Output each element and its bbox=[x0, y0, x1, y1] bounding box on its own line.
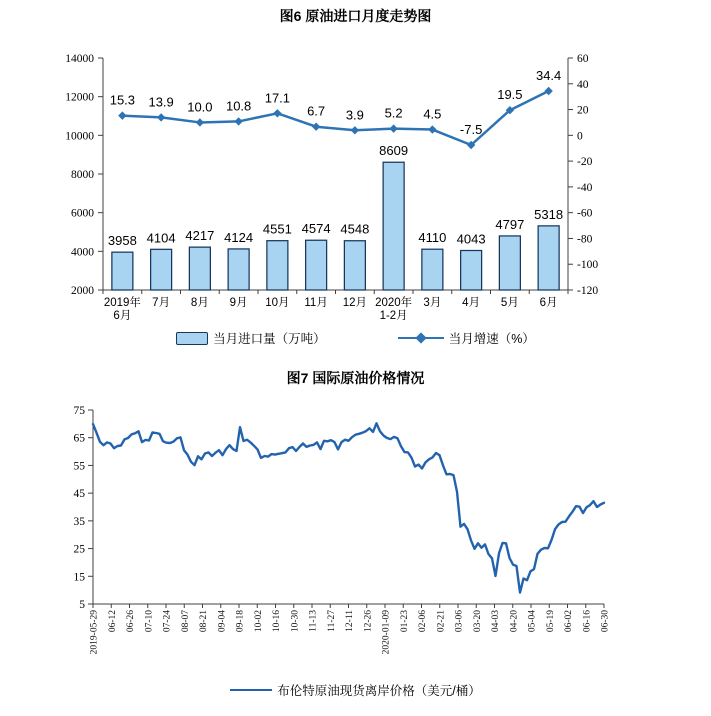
svg-text:2019-05-29: 2019-05-29 bbox=[89, 610, 100, 655]
svg-text:10-30: 10-30 bbox=[290, 610, 301, 633]
figure7-legend bbox=[0, 681, 711, 699]
figure6-legend bbox=[0, 329, 711, 347]
svg-text:15.3: 15.3 bbox=[109, 92, 136, 108]
svg-text:03-06: 03-06 bbox=[454, 610, 465, 633]
svg-text:4548: 4548 bbox=[340, 221, 370, 237]
svg-text:2019年: 2019年 bbox=[103, 297, 141, 309]
svg-text:3.9: 3.9 bbox=[345, 107, 364, 123]
figure7-title: 图7 国际原油价格情况 bbox=[286, 370, 425, 386]
figure7-chart bbox=[0, 395, 711, 680]
figure6-chart bbox=[0, 40, 711, 324]
svg-text:5月: 5月 bbox=[500, 297, 519, 309]
svg-text:-7.5: -7.5 bbox=[459, 122, 483, 137]
svg-text:0: 0 bbox=[577, 130, 583, 143]
svg-text:6月: 6月 bbox=[539, 297, 558, 309]
svg-text:10-02: 10-02 bbox=[253, 610, 264, 633]
figure6-legend-line-label: 当月增速（%） bbox=[448, 332, 535, 346]
svg-text:07-24: 07-24 bbox=[162, 610, 173, 633]
svg-text:3958: 3958 bbox=[107, 233, 137, 249]
svg-text:-40: -40 bbox=[577, 181, 593, 194]
svg-text:11-13: 11-13 bbox=[308, 610, 319, 632]
svg-text:25: 25 bbox=[73, 543, 85, 556]
svg-text:5318: 5318 bbox=[534, 206, 564, 222]
svg-text:12000: 12000 bbox=[65, 91, 94, 104]
svg-text:-80: -80 bbox=[577, 233, 593, 246]
svg-text:35: 35 bbox=[73, 515, 85, 528]
svg-text:4043: 4043 bbox=[456, 231, 486, 247]
svg-text:09-04: 09-04 bbox=[217, 610, 228, 633]
svg-text:12-11: 12-11 bbox=[345, 610, 355, 632]
svg-text:4551: 4551 bbox=[262, 221, 292, 237]
svg-text:01-23: 01-23 bbox=[399, 610, 410, 633]
svg-text:45: 45 bbox=[73, 488, 85, 501]
svg-text:4000: 4000 bbox=[71, 246, 94, 259]
svg-text:-20: -20 bbox=[577, 156, 593, 169]
svg-text:19.5: 19.5 bbox=[497, 87, 523, 103]
figure7-legend-line-label: 布伦特原油现货离岸价格（美元/桶） bbox=[277, 684, 481, 698]
svg-text:10.0: 10.0 bbox=[187, 99, 213, 115]
svg-text:04-20: 04-20 bbox=[509, 610, 520, 633]
svg-text:-60: -60 bbox=[577, 207, 593, 220]
svg-text:10-16: 10-16 bbox=[272, 610, 282, 633]
svg-text:2000: 2000 bbox=[71, 285, 94, 297]
svg-text:17.1: 17.1 bbox=[264, 90, 291, 106]
svg-text:5.2: 5.2 bbox=[384, 105, 403, 121]
svg-text:10000: 10000 bbox=[65, 130, 94, 143]
svg-text:4574: 4574 bbox=[301, 221, 331, 237]
svg-text:75: 75 bbox=[73, 405, 85, 417]
svg-text:4797: 4797 bbox=[495, 216, 525, 232]
svg-text:15: 15 bbox=[73, 571, 85, 584]
svg-text:40: 40 bbox=[577, 78, 589, 91]
svg-text:20: 20 bbox=[577, 104, 589, 117]
svg-text:04-03: 04-03 bbox=[491, 610, 501, 633]
svg-text:8000: 8000 bbox=[71, 169, 94, 181]
svg-text:02-21: 02-21 bbox=[436, 610, 447, 633]
svg-text:06-12: 06-12 bbox=[107, 610, 118, 633]
svg-text:12-26: 12-26 bbox=[363, 610, 374, 633]
svg-text:06-16: 06-16 bbox=[582, 610, 593, 633]
bar-swatch-icon bbox=[176, 332, 208, 345]
svg-text:4217: 4217 bbox=[185, 228, 215, 244]
svg-text:8月: 8月 bbox=[190, 297, 209, 309]
figure6-legend-line-item bbox=[398, 329, 535, 347]
svg-text:08-21: 08-21 bbox=[199, 610, 209, 633]
svg-text:03-20: 03-20 bbox=[472, 610, 483, 633]
figure6-legend-bar-label: 当月进口量（万吨） bbox=[213, 332, 326, 346]
svg-text:14000: 14000 bbox=[65, 53, 94, 65]
svg-text:10.8: 10.8 bbox=[225, 98, 252, 114]
svg-text:05-04: 05-04 bbox=[527, 610, 538, 633]
svg-text:6.7: 6.7 bbox=[307, 103, 326, 119]
svg-text:11月: 11月 bbox=[304, 297, 328, 309]
svg-text:3月: 3月 bbox=[423, 297, 442, 309]
svg-text:5: 5 bbox=[79, 599, 85, 611]
line-marker-swatch-icon bbox=[398, 337, 444, 340]
svg-text:10月: 10月 bbox=[265, 297, 290, 309]
svg-text:34.4: 34.4 bbox=[535, 67, 562, 83]
figure6-title: 图6 原油进口月度走势图 bbox=[279, 8, 432, 24]
svg-text:4.5: 4.5 bbox=[423, 106, 442, 122]
svg-text:05-19: 05-19 bbox=[545, 610, 556, 633]
line-swatch-icon bbox=[230, 689, 272, 692]
svg-text:60: 60 bbox=[577, 53, 589, 65]
svg-text:4104: 4104 bbox=[146, 230, 176, 246]
svg-text:12月: 12月 bbox=[342, 297, 368, 309]
svg-text:4124: 4124 bbox=[224, 229, 254, 245]
svg-text:11-27: 11-27 bbox=[326, 610, 337, 632]
svg-text:02-06: 02-06 bbox=[418, 610, 428, 633]
svg-text:09-18: 09-18 bbox=[235, 610, 246, 633]
svg-text:6000: 6000 bbox=[71, 207, 94, 220]
svg-text:06-30: 06-30 bbox=[600, 610, 611, 633]
svg-text:-120: -120 bbox=[577, 285, 599, 297]
svg-text:9月: 9月 bbox=[229, 297, 248, 309]
svg-text:6月: 6月 bbox=[113, 310, 132, 322]
svg-text:7月: 7月 bbox=[152, 297, 171, 309]
figure7-legend-line-item bbox=[230, 681, 480, 699]
svg-text:06-02: 06-02 bbox=[564, 610, 574, 633]
svg-text:1-2月: 1-2月 bbox=[379, 310, 408, 322]
svg-text:4110: 4110 bbox=[418, 230, 447, 246]
svg-text:55: 55 bbox=[73, 460, 85, 473]
svg-text:2020-01-09: 2020-01-09 bbox=[381, 610, 392, 655]
svg-text:4月: 4月 bbox=[462, 297, 481, 309]
svg-text:-100: -100 bbox=[577, 259, 599, 272]
svg-text:13.9: 13.9 bbox=[148, 94, 174, 110]
figure6-legend-bar-item bbox=[176, 329, 326, 347]
svg-text:07-10: 07-10 bbox=[144, 610, 155, 633]
svg-text:2020年: 2020年 bbox=[375, 297, 413, 309]
svg-text:65: 65 bbox=[73, 432, 85, 445]
svg-text:8609: 8609 bbox=[379, 143, 409, 159]
svg-text:08-07: 08-07 bbox=[180, 610, 191, 633]
svg-text:06-26: 06-26 bbox=[126, 610, 136, 633]
